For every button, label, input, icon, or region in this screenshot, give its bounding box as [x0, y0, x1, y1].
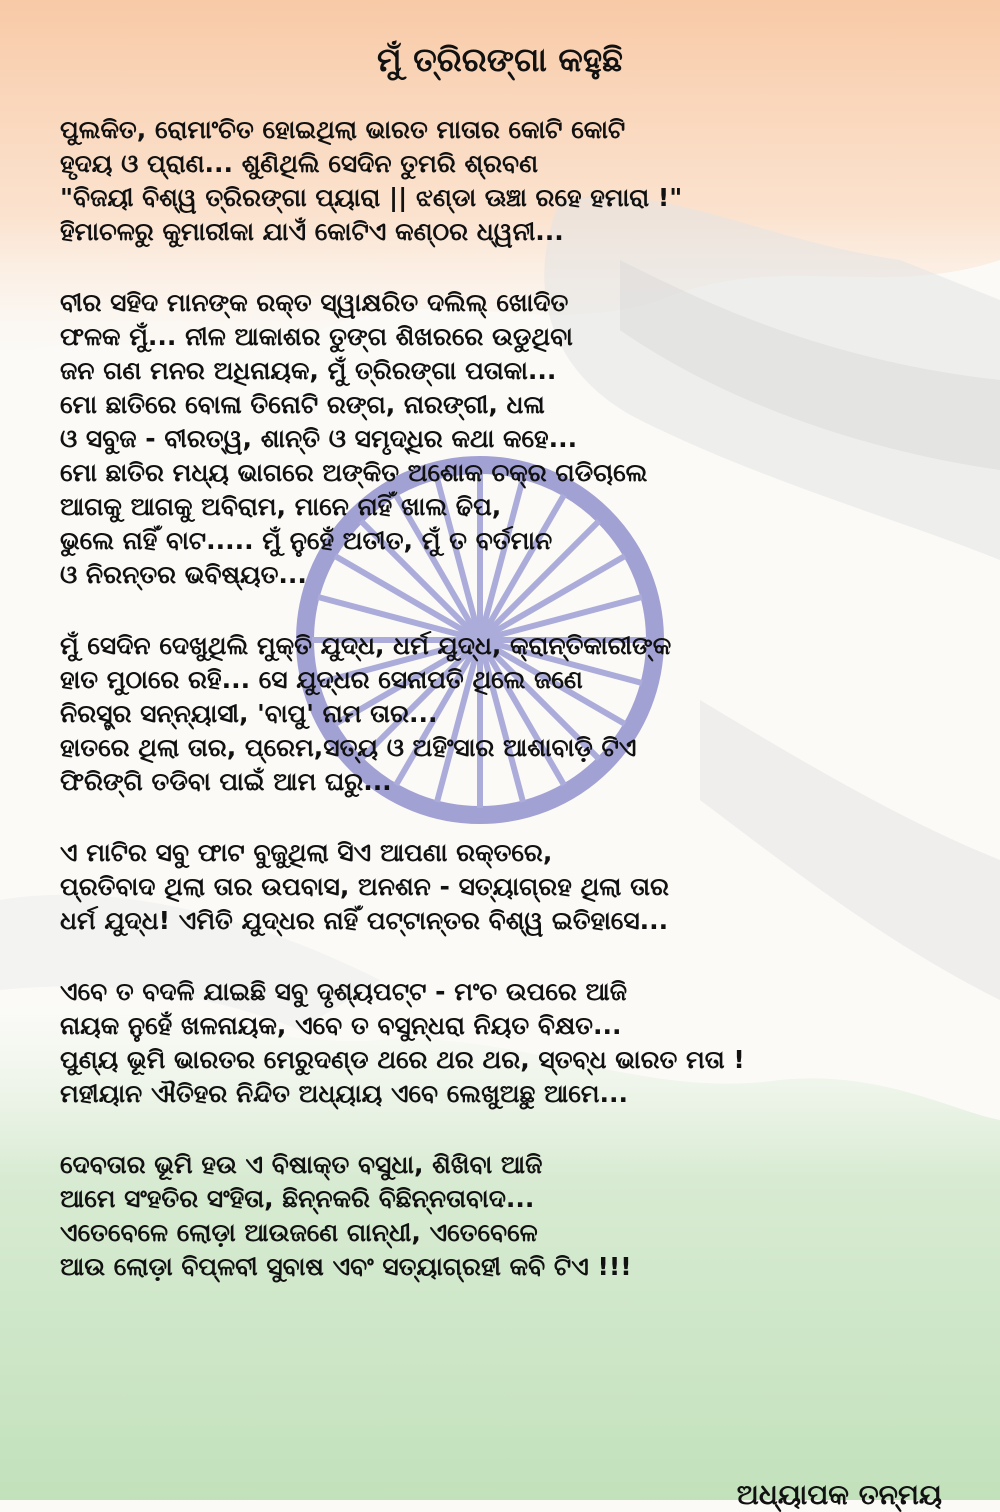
- poem-line: ଧର୍ମ ଯୁଦ୍ଧ! ଏମିତି ଯୁଦ୍ଧର ନାହିଁ ପଟ୍ଟାନ୍ତର ବିଶ୍ୱ ଇତିହାସେ...: [60, 906, 669, 935]
- poem-line: ହିମାଚଳରୁ କୁମାରୀକା ଯାଏଁ କୋଟିଏ କଣ୍ଠର ଧ୍ୱନୀ...: [60, 217, 564, 246]
- stanza: [60, 1148, 960, 1284]
- poem-line: ବୀର ସହିଦ ମାନଙ୍କ ରକ୍ତ ସ୍ୱାକ୍ଷରିତ ଦଲିଲ୍ ଖୋଦିତ: [60, 288, 569, 317]
- poem-line: ଆଗକୁ ଆଗକୁ ଅବିରାମ, ମାନେ ନାହିଁ ଖାଲ ଢିପ,: [60, 492, 502, 521]
- poem-line: ପ୍ରତିବାଦ ଥିଲା ତାର ଉପବାସ, ଅନଶନ - ସତ୍ୟାଗ୍ରହ ଥିଲା ତାର: [60, 872, 669, 901]
- stanza: [60, 836, 960, 938]
- stanza: [60, 975, 960, 1111]
- poem-line: ମୋ ଛାତିରେ ବୋଳା ତିନୋଟି ରଙ୍ଗ, ନାରଙ୍ଗୀ, ଧଳା: [60, 390, 545, 419]
- poem-line: "ବିଜୟୀ ବିଶ୍ୱ ତ୍ରିରଙ୍ଗା ପ୍ୟାରା || ଝଣ୍ଡା ଊଞ୍ଚା ରହେ ହମାରା !": [60, 183, 683, 212]
- poem-line: ଭୁଲେ ନାହିଁ ବାଟ..... ମୁଁ ନୁହେଁ ଅତୀତ, ମୁଁ ତ ବର୍ତମାନ: [60, 526, 553, 555]
- poem-line: ଓ ସବୁଜ - ବୀରତ୍ୱ, ଶାନ୍ତି ଓ ସମୃଦ୍ଧିର କଥା କହେ...: [60, 424, 578, 453]
- poem-line: ଦେବତାର ଭୂମି ହଉ ଏ ବିଷାକ୍ତ ବସୁଧା, ଶିଖିବା ଆଜି: [60, 1150, 543, 1179]
- poem-line: ମହୀୟାନ ଐତିହର ନିନ୍ଦିତ ଅଧ୍ୟାୟ ଏବେ ଲେଖୁଅଛୁ ଆମେ...: [60, 1079, 628, 1108]
- poem-line: ନିରସ୍ତ୍ର ସନ୍ନ୍ୟାସୀ, 'ବାପୁ' ନାମ ତାର...: [60, 699, 438, 728]
- poem-title: [0, 40, 1000, 80]
- poem-line: ଏ ମାଟିର ସବୁ ଫାଟ ବୁଜୁଥିଲା ସିଏ ଆପଣା ରକ୍ତରେ,: [60, 838, 553, 867]
- poem-line: ଓ ନିରନ୍ତର ଭବିଷ୍ୟତ...: [60, 560, 307, 589]
- poem-line: ମୁଁ ସେଦିନ ଦେଖୁଥିଲି ମୁକ୍ତି ଯୁଦ୍ଧ, ଧର୍ମ ଯୁଦ୍ଧ, କ୍ରାନ୍ତିକାରୀଙ୍କ: [60, 631, 672, 660]
- stanza: [60, 286, 960, 592]
- poem-line: ଏବେ ତ ବଦଳି ଯାଇଛି ସବୁ ଦୃଶ୍ୟପଟ୍ଟ - ମଂଚ ଉପରେ ଆଜି: [60, 977, 628, 1006]
- poem-line: ଫଳକ ମୁଁ... ନୀଳ ଆକାଶର ତୁଙ୍ଗ ଶିଖରରେ ଉଡୁଥିବା: [60, 322, 573, 351]
- stanza: [60, 113, 960, 249]
- author-signature: ଅଧ୍ୟାପକ ତନ୍ମୟ: [736, 1478, 942, 1511]
- poem-line: ଆଉ ଲୋଡ଼ା ବିପ୍ଳବୀ ସୁବାଷ ଏବଂ ସତ୍ୟାଗ୍ରହୀ କବି ଟିଏ !!!: [60, 1252, 632, 1281]
- poem-line: ଫିରିଙ୍ଗି ତଡିବା ପାଇଁ ଆମ ଘରୁ...: [60, 767, 392, 796]
- poem-line: ପୁଣ୍ୟ ଭୂମି ଭାରତର ମେରୁଦଣ୍ଡ ଥରେ ଥର ଥର, ସ୍ତବ୍ଧ ଭାରତ ମତା !: [60, 1045, 745, 1074]
- poem-line: ଏତେବେଳେ ଲୋଡ଼ା ଆଉଜଣେ ଗାନ୍ଧୀ, ଏତେବେଳେ: [60, 1218, 538, 1247]
- poem-line: ପୁଲକିତ, ରୋମାଂଚିତ ହୋଇଥିଲା ଭାରତ ମାତାର କୋଟି କୋଟି: [60, 115, 626, 144]
- stanza: [60, 629, 960, 799]
- poem-body: [60, 113, 960, 1321]
- poem-line: ଆମେ ସଂହତିର ସଂହିତା, ଛିନ୍ନକରି ବିଛିନ୍ନତାବାଦ...: [60, 1184, 535, 1213]
- poem-line: ନାୟକ ନୁହେଁ ଖଳନାୟକ, ଏବେ ତ ବସୁନ୍ଧରା ନିୟତ ବିକ୍ଷତ...: [60, 1011, 622, 1040]
- poem-line: ମୋ ଛାତିର ମଧ୍ୟ ଭାଗରେ ଅଙ୍କିତ ଅଶୋକ ଚକ୍ର ଗଡିଚାଲେ: [60, 458, 648, 487]
- poem-line: ହାତରେ ଥିଲା ତାର, ପ୍ରେମ,ସତ୍ୟ ଓ ଅହିଂସାର ଆଶାବାଡ଼ି ଟିଏ: [60, 733, 637, 762]
- poem-line: ହୃଦୟ ଓ ପ୍ରାଣ... ଶୁଣିଥିଲି ସେଦିନ ତୁମରି ଶ୍ରବଣ: [60, 149, 538, 178]
- poem-title-text: ମୁଁ ତ୍ରିରଙ୍ଗା କହୁଛି: [377, 40, 623, 79]
- poem-line: ହାତ ମୁଠାରେ ରହି... ସେ ଯୁଦ୍ଧର ସେନାପତି ଥିଲେ ଜଣେ: [60, 665, 583, 694]
- poem-line: ଜନ ଗଣ ମନର ଅଧିନାୟକ, ମୁଁ ତ୍ରିରଙ୍ଗା ପତାକା...: [60, 356, 557, 385]
